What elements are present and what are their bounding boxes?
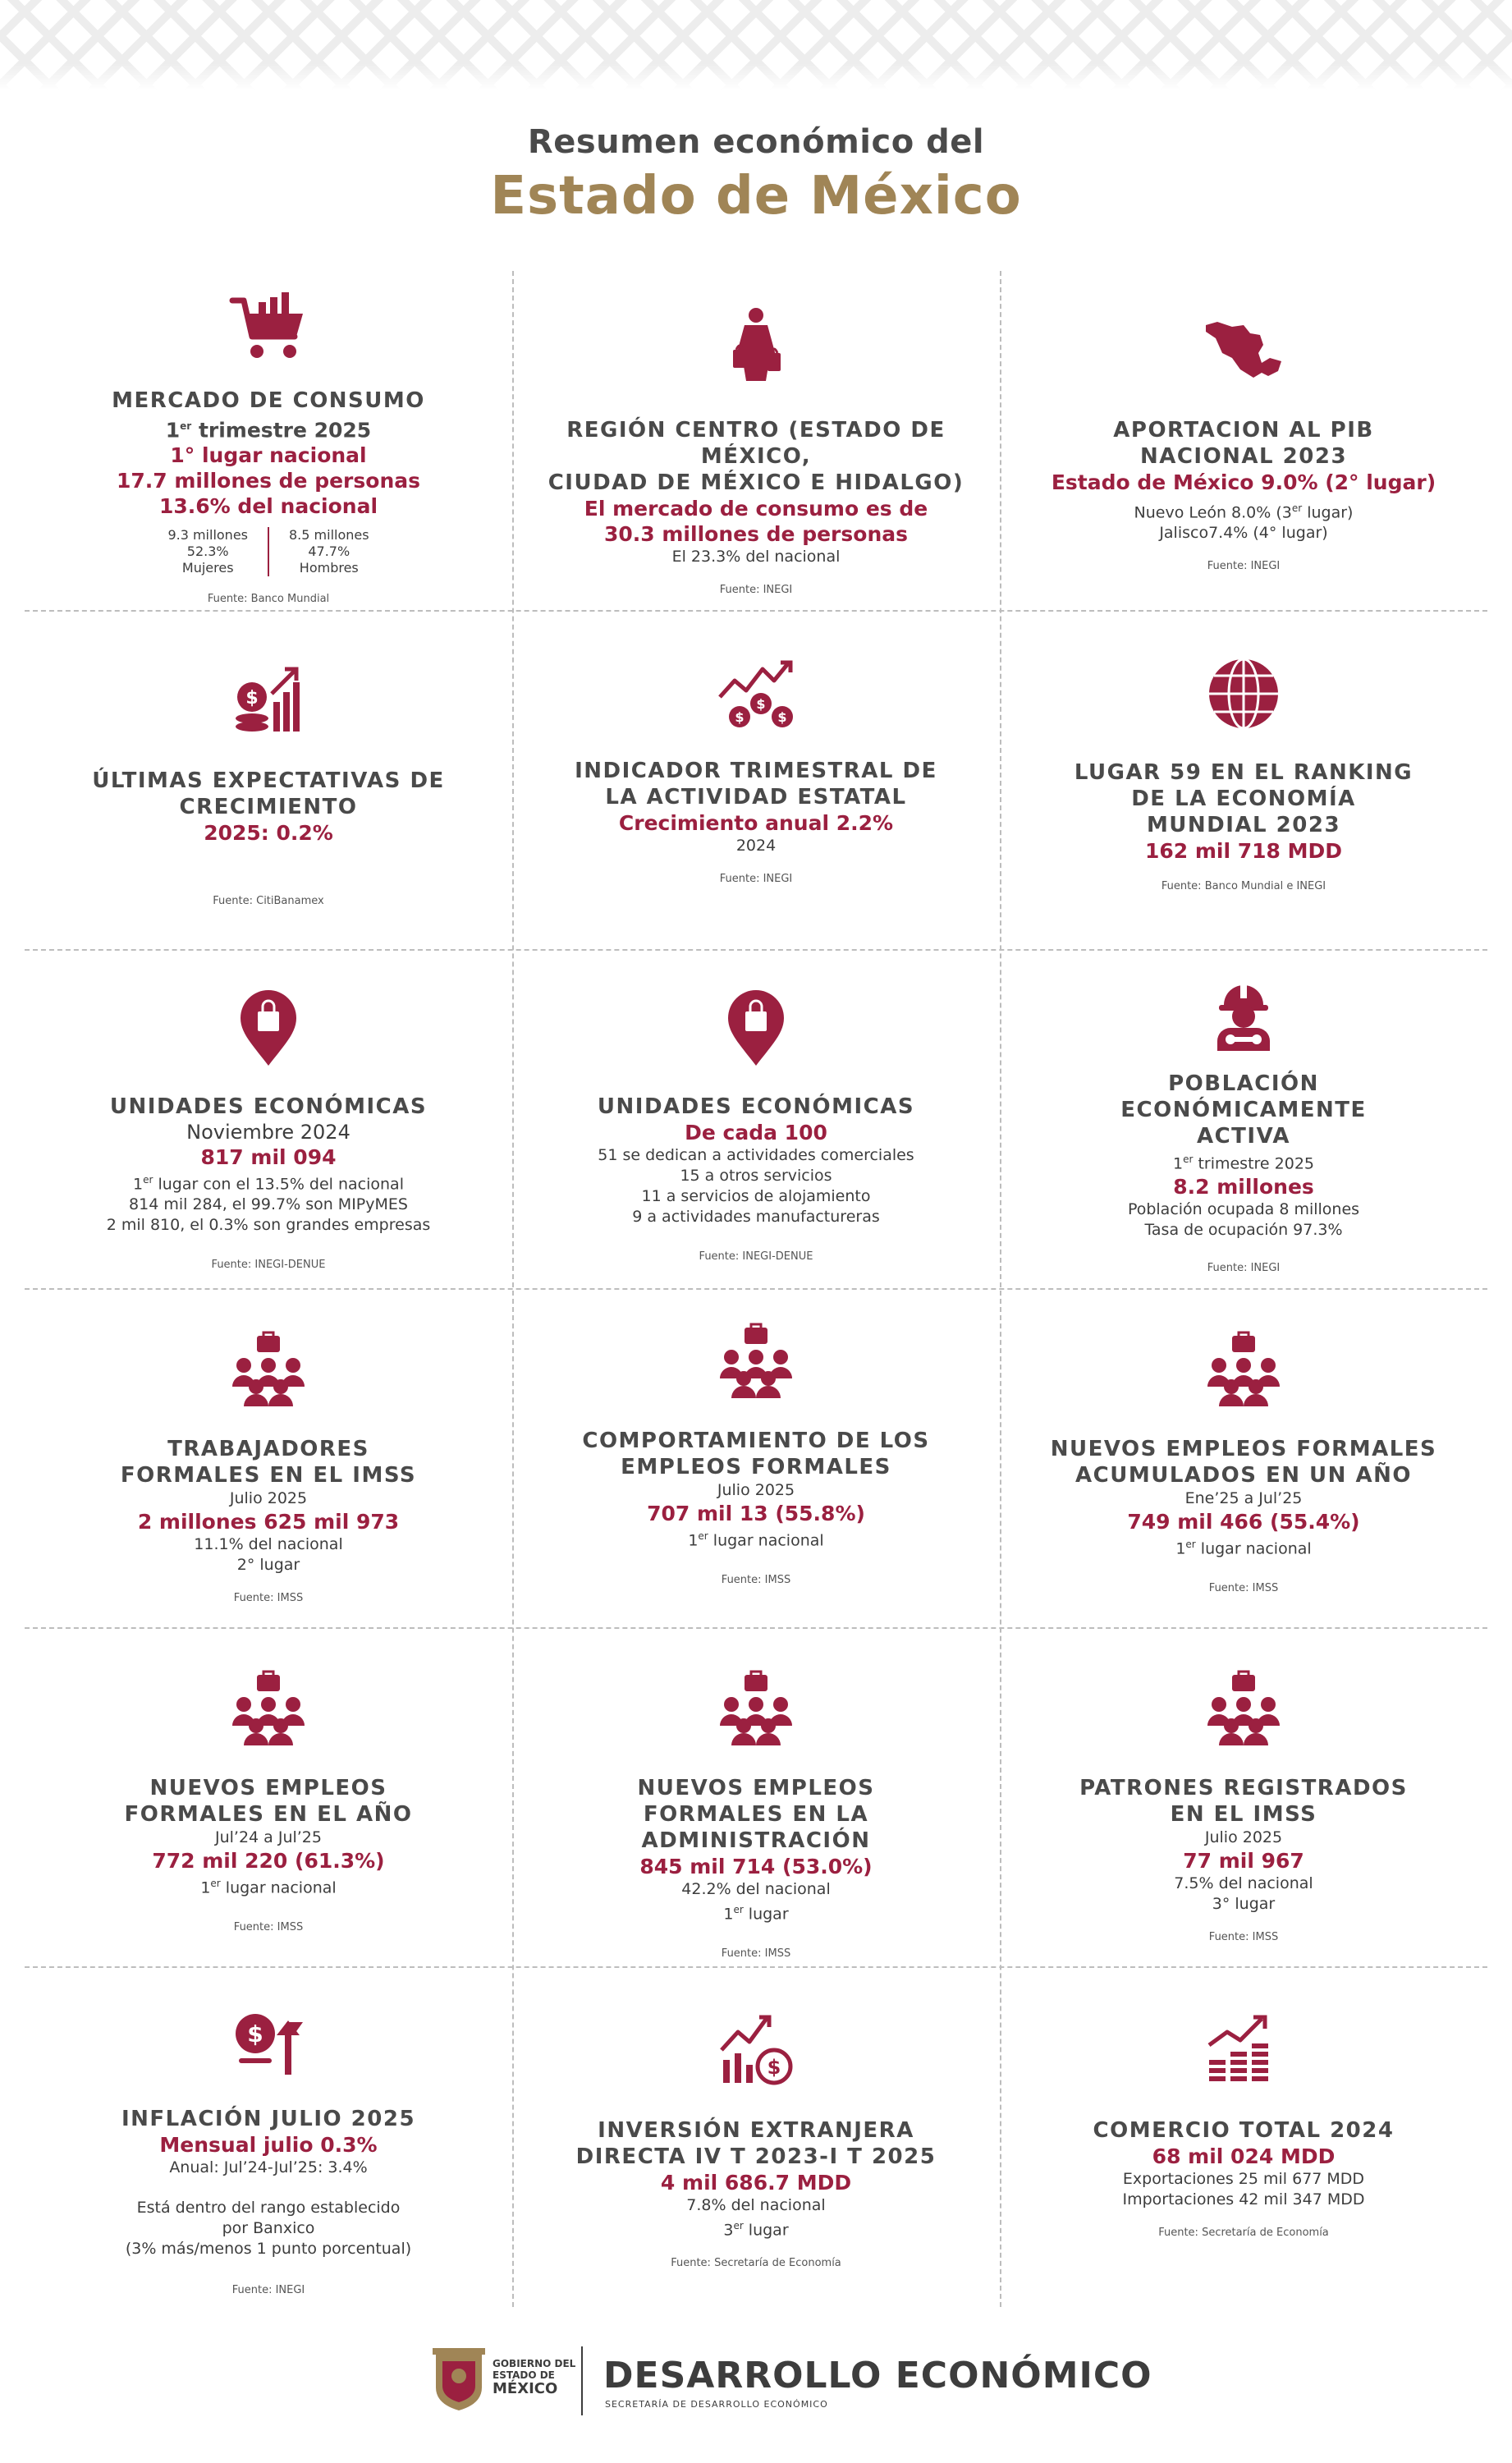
card-highlight: Estado de México 9.0% (2° lugar)	[1051, 470, 1436, 494]
svg-text:$: $	[247, 2020, 263, 2048]
card-title: PATRONES REGISTRADOS EN EL IMSS	[1079, 1776, 1408, 1827]
card-unidades-economicas	[25, 949, 512, 1288]
card-source: Fuente: INEGI	[1207, 560, 1281, 573]
shopping-person-icon	[715, 304, 797, 386]
card-source: Fuente: Secretaría de Economía	[671, 2257, 841, 2270]
mexico-map-icon	[1203, 310, 1285, 392]
card-text: 1er lugar nacional	[200, 1878, 337, 1897]
workers-group-icon	[1203, 1665, 1285, 1747]
card-text: (3% más/menos 1 punto porcentual)	[125, 2240, 412, 2258]
footer	[0, 2340, 1512, 2430]
card-empleos-administracion	[512, 1627, 1000, 1966]
card-text: 9 a actividades manufactureras	[632, 1208, 880, 1226]
card-text: El 23.3% del nacional	[671, 548, 841, 566]
card-source: Fuente: INEGI	[719, 584, 793, 596]
card-mercado-consumo	[25, 271, 512, 610]
card-source: Fuente: INEGI	[231, 2284, 305, 2296]
card-title: COMPORTAMIENTO DE LOS EMPLEOS FORMALES	[582, 1429, 930, 1479]
workers-group-icon	[227, 1326, 309, 1408]
gender-split	[25, 527, 512, 576]
card-text: 814 mil 284, el 99.7% son MIPyMES	[129, 1195, 408, 1214]
card-highlight: 4 mil 686.7 MDD	[660, 2171, 852, 2195]
card-highlight: 77 mil 967	[1183, 1849, 1304, 1873]
page-header	[0, 123, 1512, 227]
card-text: 2 mil 810, el 0.3% son grandes empresas	[106, 1216, 431, 1235]
card-highlight: De cada 100	[685, 1121, 827, 1144]
card-source: Fuente: IMSS	[1208, 1931, 1279, 1943]
workers-group-icon	[715, 1665, 797, 1747]
card-title: ÚLTIMAS EXPECTATIVAS DE CRECIMIENTO	[92, 768, 445, 819]
header-pattern	[0, 0, 1512, 90]
card-text: 3° lugar	[1212, 1895, 1276, 1913]
card-highlight: 2 millones 625 mil 973	[137, 1510, 400, 1534]
card-region-centro	[512, 271, 1000, 610]
card-title: MERCADO DE CONSUMO	[112, 388, 425, 413]
card-highlight: 772 mil 220 (61.3%)	[152, 1849, 385, 1873]
card-period: 1er trimestre 2025	[165, 418, 372, 443]
card-text: 15 a otros servicios	[680, 1167, 832, 1185]
card-text: Julio 2025	[229, 1489, 308, 1507]
card-expectativas	[25, 610, 512, 949]
card-text: 2° lugar	[236, 1556, 300, 1574]
state-seal-icon	[431, 2346, 487, 2412]
card-text: Exportaciones 25 mil 677 MDD	[1122, 2170, 1365, 2188]
card-title: POBLACIÓN ECONÓMICAMENTE ACTIVA	[1120, 1071, 1367, 1149]
card-text: Julio 2025	[717, 1481, 795, 1499]
card-text: 7.5% del nacional	[1174, 1874, 1313, 1892]
card-highlight: 749 mil 466 (55.4%)	[1127, 1510, 1360, 1534]
card-title: UNIDADES ECONÓMICAS	[597, 1094, 915, 1119]
page-title: Estado de México	[490, 166, 1022, 227]
government-label: GOBIERNO DEL ESTADO DE MÉXICO	[493, 2358, 576, 2397]
card-aportacion-pib	[1000, 271, 1487, 610]
money-growth-icon	[227, 656, 309, 738]
card-title: NUEVOS EMPLEOS FORMALES EN EL AÑO	[124, 1776, 413, 1827]
investment-chart-icon	[715, 2007, 797, 2089]
card-text: 1er lugar con el 13.5% del nacional	[133, 1174, 404, 1194]
card-highlight: 162 mil 718 MDD	[1144, 839, 1343, 863]
worker-helmet-icon	[1203, 972, 1285, 1054]
card-source: Fuente: CitiBanamex	[213, 895, 324, 907]
card-text: Jalisco7.4% (4° lugar)	[1159, 524, 1328, 543]
svg-text:$: $	[777, 709, 787, 725]
card-source: Fuente: Secretaría de Economía	[1158, 2227, 1329, 2239]
card-source: Fuente: INEGI	[1207, 1262, 1281, 1275]
card-text: 1er lugar	[723, 1904, 789, 1924]
card-source: Fuente: IMSS	[721, 1947, 791, 1961]
card-source: Fuente: INEGI-DENUE	[699, 1250, 813, 1263]
card-text: 7.8% del nacional	[686, 2196, 826, 2214]
card-title: NUEVOS EMPLEOS FORMALES EN LA ADMINISTRACIÓN	[637, 1776, 875, 1853]
card-text: Importaciones 42 mil 347 MDD	[1122, 2190, 1365, 2208]
card-highlight: 13.6% del nacional	[158, 494, 378, 519]
card-text: 11.1% del nacional	[194, 1535, 343, 1553]
card-title: COMERCIO TOTAL 2024	[1093, 2118, 1395, 2143]
card-source: Fuente: IMSS	[233, 1921, 304, 1934]
card-text: Está dentro del rango establecido	[136, 2199, 401, 2217]
card-title: APORTACION AL PIB NACIONAL 2023	[1113, 418, 1374, 469]
card-text: Tasa de ocupación 97.3%	[1144, 1221, 1343, 1240]
card-title: INFLACIÓN JULIO 2025	[121, 2107, 416, 2131]
card-source: Fuente: INEGI-DENUE	[211, 1259, 326, 1272]
workers-group-icon	[715, 1318, 797, 1400]
women-stats: 9.3 millones 52.3% Mujeres	[167, 527, 248, 576]
workers-group-icon	[1203, 1326, 1285, 1408]
card-text: Nuevo León 8.0% (3er lugar)	[1134, 502, 1354, 522]
card-text: 51 se dedican a actividades comerciales	[598, 1146, 914, 1164]
card-source: Fuente: IMSS	[1208, 1582, 1279, 1595]
globe-icon	[1203, 653, 1285, 735]
card-source: Fuente: INEGI	[719, 873, 793, 885]
card-highlight: 68 mil 024 MDD	[1152, 2144, 1336, 2168]
workers-group-icon	[227, 1665, 309, 1747]
card-highlight: El mercado de consumo es de	[584, 497, 928, 521]
card-highlight: 2025: 0.2%	[204, 821, 333, 845]
brand-title: DESARROLLO ECONÓMICO	[603, 2355, 1152, 2396]
svg-text:$: $	[767, 2056, 781, 2079]
card-ranking	[1000, 610, 1487, 949]
card-text: 1er lugar nacional	[688, 1530, 824, 1550]
svg-text:$: $	[756, 696, 766, 712]
card-title: REGIÓN CENTRO (ESTADO DE MÉXICO, CIUDAD DE MÉXICO E HIDALGO)	[548, 418, 964, 495]
location-bag-icon	[227, 987, 309, 1069]
page-subtitle: Resumen económico del	[527, 123, 985, 161]
location-bag-icon	[715, 987, 797, 1069]
card-text: 3er lugar	[723, 2220, 789, 2240]
card-text: por Banxico	[222, 2219, 315, 2237]
card-text: 42.2% del nacional	[681, 1880, 831, 1898]
card-text: Noviembre 2024	[186, 1121, 351, 1144]
trend-coins-icon	[715, 651, 797, 733]
indicator-grid	[25, 271, 1487, 2307]
card-text: 1er trimestre 2025	[1172, 1154, 1315, 1173]
card-title: LUGAR 59 EN EL RANKING DE LA ECONOMÍA MUNDIAL 2023	[1074, 760, 1413, 837]
trade-chart-icon	[1203, 2007, 1285, 2089]
card-highlight: 707 mil 13 (55.8%)	[647, 1502, 865, 1525]
card-trabajadores-imss	[25, 1288, 512, 1627]
brand-subtitle: SECRETARÍA DE DESARROLLO ECONÓMICO	[605, 2399, 828, 2410]
card-title: UNIDADES ECONÓMICAS	[109, 1094, 428, 1119]
card-title: INVERSIÓN EXTRANJERA DIRECTA IV T 2023-I T 2025	[575, 2118, 937, 2169]
footer-divider	[581, 2346, 583, 2415]
card-highlight: 17.7 millones de personas	[117, 469, 420, 493]
svg-text:$: $	[735, 709, 745, 725]
card-highlight: Mensual julio 0.3%	[159, 2133, 378, 2157]
card-source: Fuente: IMSS	[721, 1574, 791, 1587]
card-text: Julio 2025	[1204, 1828, 1283, 1846]
card-patrones-imss	[1000, 1627, 1487, 1966]
card-highlight: 845 mil 714 (53.0%)	[639, 1855, 873, 1878]
card-text: Jul’24 a Jul’25	[214, 1828, 322, 1846]
card-text: 11 a servicios de alojamiento	[641, 1187, 871, 1205]
card-itaee	[512, 610, 1000, 949]
card-pea	[1000, 949, 1487, 1288]
card-source: Fuente: Banco Mundial	[207, 593, 330, 606]
card-highlight: 8.2 millones	[1173, 1175, 1314, 1199]
card-text: 2024	[735, 837, 777, 855]
card-title: INDICADOR TRIMESTRAL DE LA ACTIVIDAD ESTATAL	[575, 759, 937, 810]
card-text: Ene’25 a Jul’25	[1184, 1489, 1303, 1507]
card-inversion-extranjera	[512, 1966, 1000, 2307]
card-empleos-anio	[25, 1627, 512, 1966]
card-empleos-acumulados	[1000, 1288, 1487, 1627]
card-inflacion	[25, 1966, 512, 2307]
card-highlight: 30.3 millones de personas	[604, 522, 908, 546]
svg-text:$: $	[245, 688, 259, 709]
card-title: TRABAJADORES FORMALES EN EL IMSS	[120, 1437, 417, 1488]
card-highlight: 817 mil 094	[200, 1145, 337, 1169]
card-comercio-total	[1000, 1966, 1487, 2307]
card-source: Fuente: IMSS	[233, 1592, 304, 1604]
dollar-arrows-icon	[227, 1996, 309, 2078]
card-title: NUEVOS EMPLEOS FORMALES ACUMULADOS EN UN AÑO	[1050, 1437, 1437, 1488]
card-text: Anual: Jul’24-Jul’25: 3.4%	[169, 2158, 368, 2176]
card-unidades-economicas-100	[512, 949, 1000, 1288]
card-text: 1er lugar nacional	[1175, 1539, 1312, 1558]
shopping-cart-chart-icon	[227, 289, 309, 371]
card-source: Fuente: Banco Mundial e INEGI	[1161, 880, 1326, 892]
men-stats: 8.5 millones 47.7% Hombres	[289, 527, 369, 576]
card-text: Población ocupada 8 millones	[1127, 1200, 1360, 1219]
card-highlight: Crecimiento anual 2.2%	[618, 811, 894, 835]
card-comportamiento-empleos	[512, 1288, 1000, 1627]
card-highlight: 1° lugar nacional	[170, 443, 367, 468]
